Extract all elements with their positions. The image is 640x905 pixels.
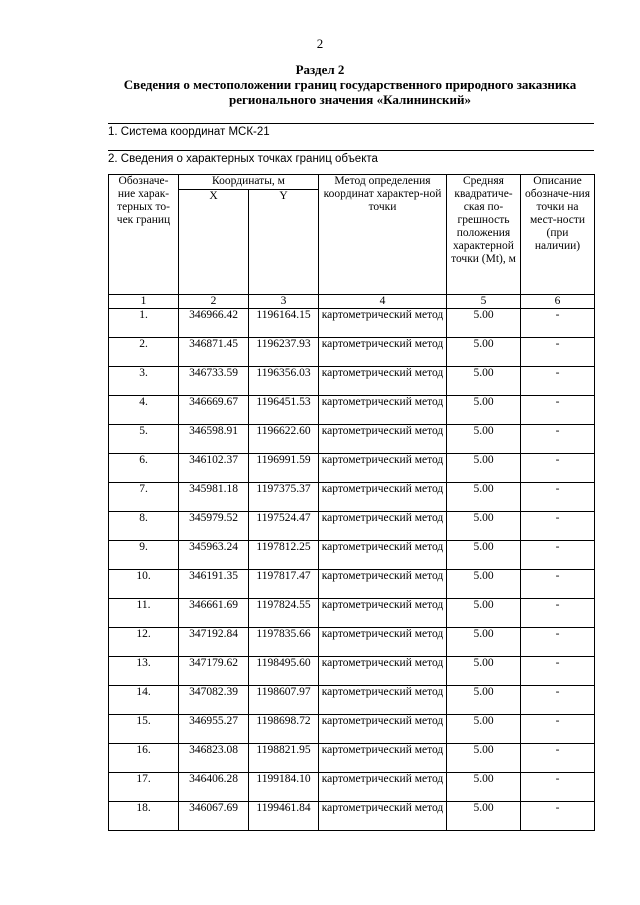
column-number: 2 bbox=[179, 295, 249, 309]
error-cell: 5.00 bbox=[447, 367, 521, 396]
boundary-points-table bbox=[108, 174, 595, 831]
coord-y: 1199184.10 bbox=[249, 773, 319, 802]
column-number: 6 bbox=[521, 295, 595, 309]
description-cell: - bbox=[521, 715, 595, 744]
page-heading: Сведения о местоположении границ государственного природного заказника регионального значения «Калининский» bbox=[123, 77, 577, 107]
method-cell: картометрический метод bbox=[319, 686, 447, 715]
coord-y: 1197817.47 bbox=[249, 570, 319, 599]
table-row bbox=[109, 425, 595, 454]
error-cell: 5.00 bbox=[447, 309, 521, 338]
table-row bbox=[109, 454, 595, 483]
point-number: 13. bbox=[109, 657, 179, 686]
point-number: 12. bbox=[109, 628, 179, 657]
method-cell: картометрический метод bbox=[319, 628, 447, 657]
coord-y: 1197835.66 bbox=[249, 628, 319, 657]
error-cell: 5.00 bbox=[447, 628, 521, 657]
column-number: 3 bbox=[249, 295, 319, 309]
point-number: 4. bbox=[109, 396, 179, 425]
coord-x: 346191.35 bbox=[179, 570, 249, 599]
table-row bbox=[109, 657, 595, 686]
header-y: Y bbox=[249, 190, 319, 295]
coord-y: 1196991.59 bbox=[249, 454, 319, 483]
coord-y: 1196237.93 bbox=[249, 338, 319, 367]
point-number: 11. bbox=[109, 599, 179, 628]
coord-y: 1196451.53 bbox=[249, 396, 319, 425]
coord-y: 1196164.15 bbox=[249, 309, 319, 338]
point-number: 6. bbox=[109, 454, 179, 483]
point-number: 10. bbox=[109, 570, 179, 599]
description-cell: - bbox=[521, 512, 595, 541]
coord-y: 1199461.84 bbox=[249, 802, 319, 831]
table-row bbox=[109, 744, 595, 773]
error-cell: 5.00 bbox=[447, 425, 521, 454]
error-cell: 5.00 bbox=[447, 599, 521, 628]
coord-x: 346102.37 bbox=[179, 454, 249, 483]
header-error: Средняя квадратиче-ская по-грешность положения характерной точки (Mt), м bbox=[447, 175, 521, 295]
error-cell: 5.00 bbox=[447, 512, 521, 541]
point-number: 17. bbox=[109, 773, 179, 802]
method-cell: картометрический метод bbox=[319, 483, 447, 512]
section-title: Раздел 2 bbox=[295, 62, 345, 77]
method-cell: картометрический метод bbox=[319, 396, 447, 425]
description-cell: - bbox=[521, 773, 595, 802]
error-cell: 5.00 bbox=[447, 570, 521, 599]
point-number: 18. bbox=[109, 802, 179, 831]
table-row bbox=[109, 396, 595, 425]
table-row bbox=[109, 338, 595, 367]
coord-x: 346955.27 bbox=[179, 715, 249, 744]
table-row bbox=[109, 802, 595, 831]
coord-x: 347192.84 bbox=[179, 628, 249, 657]
table-row bbox=[109, 367, 595, 396]
column-number: 5 bbox=[447, 295, 521, 309]
table-row bbox=[109, 773, 595, 802]
column-number-row bbox=[109, 295, 595, 309]
point-number: 1. bbox=[109, 309, 179, 338]
header-designation: Обозначе-ние харак-терных то-чек границ bbox=[109, 175, 179, 295]
point-number: 2. bbox=[109, 338, 179, 367]
description-cell: - bbox=[521, 628, 595, 657]
description-cell: - bbox=[521, 599, 595, 628]
point-number: 14. bbox=[109, 686, 179, 715]
point-number: 8. bbox=[109, 512, 179, 541]
error-cell: 5.00 bbox=[447, 802, 521, 831]
coord-x: 345979.52 bbox=[179, 512, 249, 541]
coord-x: 346966.42 bbox=[179, 309, 249, 338]
table-row bbox=[109, 715, 595, 744]
coord-x: 346871.45 bbox=[179, 338, 249, 367]
coord-y: 1198495.60 bbox=[249, 657, 319, 686]
coord-x: 347179.62 bbox=[179, 657, 249, 686]
error-cell: 5.00 bbox=[447, 744, 521, 773]
table-row bbox=[109, 512, 595, 541]
description-cell: - bbox=[521, 483, 595, 512]
method-cell: картометрический метод bbox=[319, 773, 447, 802]
coord-x: 346823.08 bbox=[179, 744, 249, 773]
table-row bbox=[109, 570, 595, 599]
method-cell: картометрический метод bbox=[319, 802, 447, 831]
method-cell: картометрический метод bbox=[319, 309, 447, 338]
method-cell: картометрический метод bbox=[319, 570, 447, 599]
coord-x: 346598.91 bbox=[179, 425, 249, 454]
table-row bbox=[109, 309, 595, 338]
header-description: Описание обозначе-ния точки на мест-ности (при наличии) bbox=[521, 175, 595, 295]
method-cell: картометрический метод bbox=[319, 512, 447, 541]
description-cell: - bbox=[521, 802, 595, 831]
coord-y: 1198821.95 bbox=[249, 744, 319, 773]
point-number: 5. bbox=[109, 425, 179, 454]
method-cell: картометрический метод bbox=[319, 454, 447, 483]
table-row bbox=[109, 483, 595, 512]
coord-x: 346661.69 bbox=[179, 599, 249, 628]
page-number: 2 bbox=[316, 36, 324, 51]
method-cell: картометрический метод bbox=[319, 599, 447, 628]
coord-x: 346406.28 bbox=[179, 773, 249, 802]
point-number: 9. bbox=[109, 541, 179, 570]
description-cell: - bbox=[521, 338, 595, 367]
method-cell: картометрический метод bbox=[319, 657, 447, 686]
description-cell: - bbox=[521, 309, 595, 338]
error-cell: 5.00 bbox=[447, 657, 521, 686]
coord-x: 346067.69 bbox=[179, 802, 249, 831]
error-cell: 5.00 bbox=[447, 773, 521, 802]
error-cell: 5.00 bbox=[447, 338, 521, 367]
description-cell: - bbox=[521, 744, 595, 773]
description-cell: - bbox=[521, 686, 595, 715]
description-cell: - bbox=[521, 367, 595, 396]
method-cell: картометрический метод bbox=[319, 715, 447, 744]
point-number: 7. bbox=[109, 483, 179, 512]
coord-x: 345963.24 bbox=[179, 541, 249, 570]
coord-y: 1197812.25 bbox=[249, 541, 319, 570]
description-cell: - bbox=[521, 657, 595, 686]
description-cell: - bbox=[521, 396, 595, 425]
description-cell: - bbox=[521, 570, 595, 599]
coord-y: 1196356.03 bbox=[249, 367, 319, 396]
error-cell: 5.00 bbox=[447, 541, 521, 570]
description-cell: - bbox=[521, 541, 595, 570]
char-points-line: 2. Сведения о характерных точках границ объекта bbox=[108, 150, 594, 170]
error-cell: 5.00 bbox=[447, 715, 521, 744]
method-cell: картометрический метод bbox=[319, 541, 447, 570]
coord-y: 1198607.97 bbox=[249, 686, 319, 715]
coord-y: 1197824.55 bbox=[249, 599, 319, 628]
method-cell: картометрический метод bbox=[319, 367, 447, 396]
error-cell: 5.00 bbox=[447, 686, 521, 715]
error-cell: 5.00 bbox=[447, 483, 521, 512]
coord-x: 345981.18 bbox=[179, 483, 249, 512]
column-number: 4 bbox=[319, 295, 447, 309]
point-number: 3. bbox=[109, 367, 179, 396]
table-row bbox=[109, 628, 595, 657]
error-cell: 5.00 bbox=[447, 396, 521, 425]
table-row bbox=[109, 599, 595, 628]
table-row bbox=[109, 541, 595, 570]
point-number: 15. bbox=[109, 715, 179, 744]
coord-y: 1198698.72 bbox=[249, 715, 319, 744]
method-cell: картометрический метод bbox=[319, 744, 447, 773]
error-cell: 5.00 bbox=[447, 454, 521, 483]
column-number: 1 bbox=[109, 295, 179, 309]
coord-x: 346669.67 bbox=[179, 396, 249, 425]
header-coordinates: Координаты, м bbox=[179, 175, 319, 190]
coord-y: 1197375.37 bbox=[249, 483, 319, 512]
description-cell: - bbox=[521, 425, 595, 454]
description-cell: - bbox=[521, 454, 595, 483]
table-row bbox=[109, 686, 595, 715]
header-x: X bbox=[179, 190, 249, 295]
coord-x: 346733.59 bbox=[179, 367, 249, 396]
coord-x: 347082.39 bbox=[179, 686, 249, 715]
point-number: 16. bbox=[109, 744, 179, 773]
coord-system-line: 1. Система координат МСК-21 bbox=[108, 123, 594, 143]
coord-y: 1197524.47 bbox=[249, 512, 319, 541]
header-method: Метод определения координат характер-ной точки bbox=[319, 175, 447, 295]
method-cell: картометрический метод bbox=[319, 338, 447, 367]
method-cell: картометрический метод bbox=[319, 425, 447, 454]
coord-y: 1196622.60 bbox=[249, 425, 319, 454]
